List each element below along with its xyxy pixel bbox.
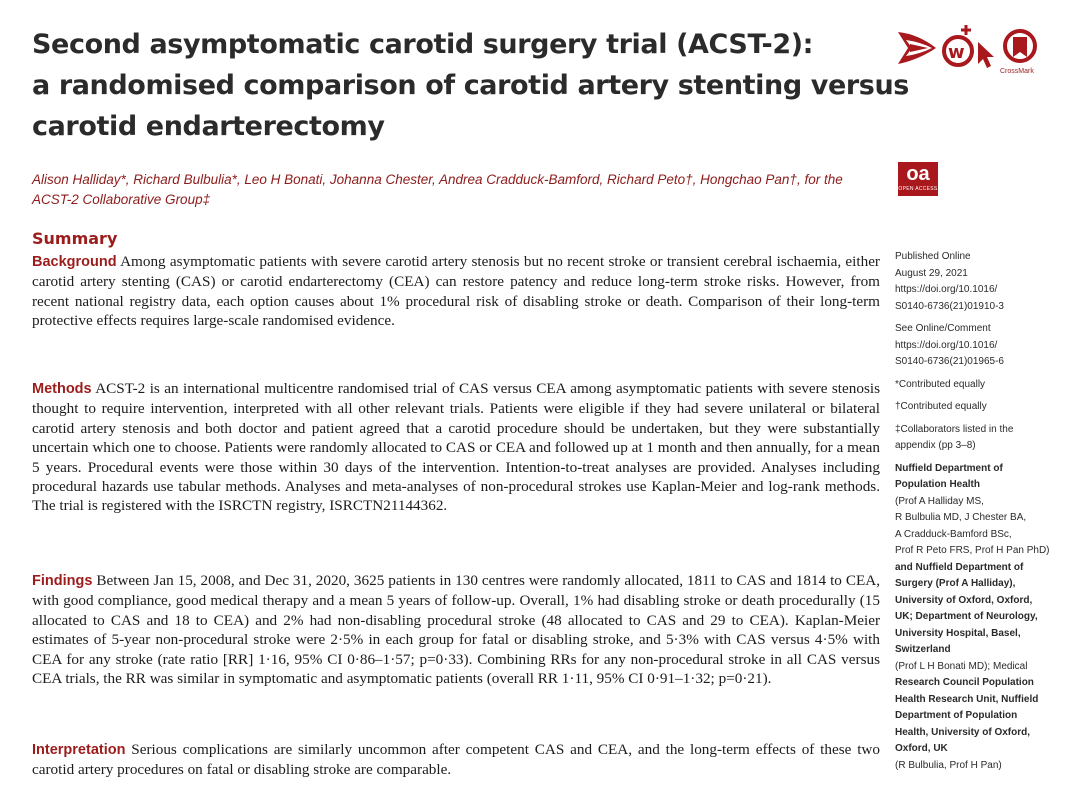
affiliation-line: Health, University of Oxford, [895,726,1031,738]
article-title [32,24,909,147]
methods-section [32,379,880,516]
methods-text: ACST-2 is an international multicentre randomised trial of CAS versus CEA among asymptomatic patients with severe stenosis thought to require intervention, interpreted with all other relevant trials. Patients were eligible if they had severe unilateral or bilateral carotid artery stenosis and both doctor and patient agreed that a carotid procedure should be undertaken, but they were substantially uncertain which one to choose. Patients were randomly allocated to CAS or CEA and followed up at 1 month and then annually, for a mean 5 years. Procedural events were those within 30 days of the intervention. Intention-to-treat analyses are provided. Analyses including procedural hazards use tabular methods. Analyses and meta-analyses of non-procedural strokes use Kaplan-Meier and log-rank methods. The trial is registered with the ISRCTN registry, ISRCTN21144362. [32,380,880,515]
affiliation-line: Prof R Peto FRS, Prof H Pan PhD) [895,545,1050,556]
doi-link-1a[interactable]: https://doi.org/10.1016/ [895,284,998,295]
svg-text:w: w [948,42,965,63]
note-collaborators-1: ‡Collaborators listed in the [895,423,1014,435]
interpretation-section [32,740,880,780]
interpretation-label: Interpretation [32,742,126,758]
background-section [32,252,880,331]
affiliation-line: (R Bulbulia, Prof H Pan) [895,759,1002,771]
note-collaborators-2: appendix (pp 3–8) [895,440,976,451]
affiliation-line: Oxford, UK [895,743,948,754]
affiliation-line: University of Oxford, Oxford, [895,594,1033,606]
affiliation-line: Surgery (Prof A Halliday), [895,578,1016,589]
findings-label: Findings [32,573,93,589]
open-access-badge[interactable] [898,162,938,196]
w-cursor-icon[interactable] [944,25,994,68]
affiliation-line: Nuffield Department of [895,462,1003,474]
background-label: Background [32,254,117,270]
crossmark-icon[interactable] [1005,31,1035,61]
see-comment-label: See Online/Comment [895,323,991,334]
affiliation-line: (Prof A Halliday MS, [895,495,984,507]
interpretation-text: Serious complications are similarly uncommon after competent CAS and CEA, and the long-term effects of these two carotid artery procedures on fatal or disabling stroke are comparable. [32,741,880,779]
oa-text: OPEN ACCESS [898,186,938,192]
note-contributed-dagger: †Contributed equally [895,401,987,412]
published-date: August 29, 2021 [895,267,968,279]
background-text: Among asymptomatic patients with severe carotid artery stenosis but no recent stroke or transient cerebral ischaemia, either carotid artery stenting (CAS) or carotid endarterectomy (CEA) can restore patency and reduce long-term stroke risks. However, from recent national registry data, each option causes about 1% procedural risk of disabling stroke or death. Comparison of their long-term protective effects requires large-scale randomised evidence. [32,253,880,330]
affiliation-line: Research Council Population [895,677,1034,688]
doi-link-1b[interactable]: S0140-6736(21)01910-3 [895,300,1004,312]
published-label: Published Online [895,251,971,262]
affiliation-line: Population Health [895,479,980,490]
oa-logo: oa [906,163,930,185]
affiliation-line: Health Research Unit, Nuffield [895,693,1039,705]
title-line-1: Second asymptomatic carotid surgery trial (ACST-2): [32,29,814,60]
sidebar [895,249,1070,774]
arrow-logo-icon[interactable] [898,32,936,64]
affiliation-line: Switzerland [895,644,951,655]
affiliation-line: University Hospital, Basel, [895,627,1021,639]
affiliation-line: Department of Population [895,710,1018,721]
author-list: Alison Halliday*, Richard Bulbulia*, Leo H Bonati, Johanna Chester, Andrea Cradduck-Bamford, Richard Peto†, Hongchao Pan†, for the ACST-2 Collaborative Group‡ [32,172,843,207]
crossmark-label: CrossMark [1000,68,1034,75]
affiliation-line: R Bulbulia MD, J Chester BA, [895,512,1027,523]
affiliation-line: A Cradduck-Bamford BSc, [895,528,1012,540]
title-line-3: carotid endarterectomy [32,111,385,142]
title-line-2: a randomised comparison of carotid artery stenting versus [32,70,909,101]
summary-heading: Summary [32,229,118,248]
affiliation-line: UK; Department of Neurology, [895,611,1038,622]
note-contributed-star: *Contributed equally [895,378,986,390]
methods-label: Methods [32,381,92,397]
doi-link-2a[interactable]: https://doi.org/10.1016/ [895,339,998,351]
affiliation-line: (Prof L H Bonati MD); Medical [895,660,1028,672]
doi-link-2b[interactable]: S0140-6736(21)01965-6 [895,356,1004,367]
findings-text: Between Jan 15, 2008, and Dec 31, 2020, 3625 patients in 130 centres were randomly allocated, 1811 to CAS and 1814 to CEA, with good compliance, good medical therapy and a mean 5 years of follow-up. Overall, 1% had disabling stroke or death procedurally (15 allocated to CAS and 18 to CEA) and 2% had non-disabling procedural stroke (48 allocated to CAS and 29 to CEA). Kaplan-Meier estimates of 5-year non-procedural stroke were 2·5% in each group for fatal or disabling stroke, and 5·3% with CAS versus 4·5% with CEA for any stroke (rate ratio [RR] 1·16, 95% CI 0·86–1·57; p=0·33). Combining RRs for any non-procedural stroke in all CAS versus CEA trials, the RR was similar in symptomatic and asymptomatic patients (overall RR 1·11, 95% CI 0·91–1·32; p=0·21). [32,572,880,688]
affiliation-line: and Nuffield Department of [895,561,1024,573]
findings-section [32,571,880,688]
